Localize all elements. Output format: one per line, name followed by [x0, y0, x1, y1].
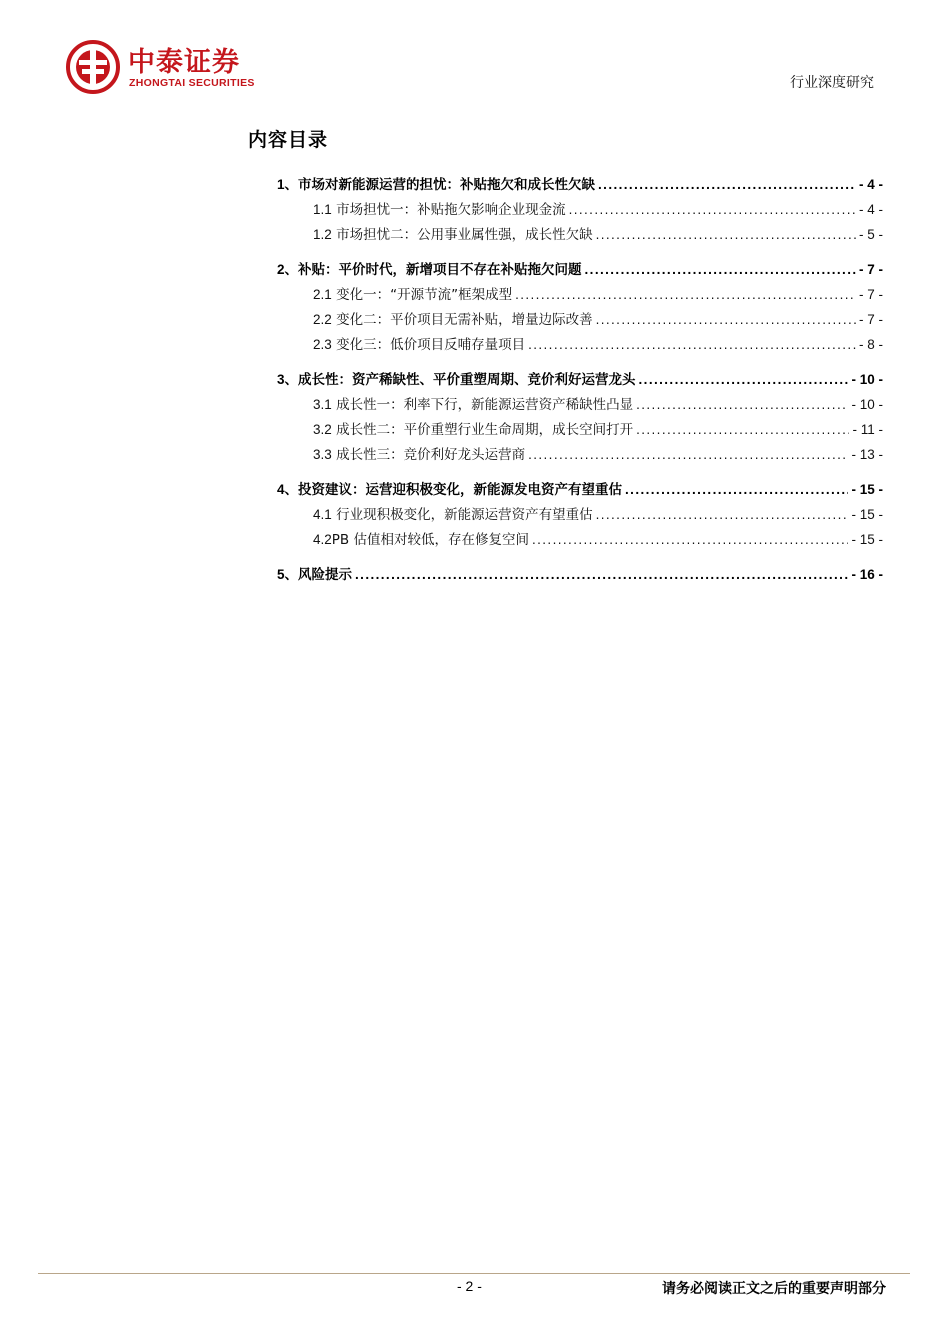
- toc-entry-page: - 7 -: [858, 262, 883, 277]
- toc-dot-leader: [596, 227, 856, 242]
- toc-entry-title: 变化二：平价项目无需补贴，增量边际改善: [336, 312, 593, 328]
- toc-entry-page: - 15 -: [851, 532, 883, 547]
- toc-entry-page: - 15 -: [851, 507, 883, 522]
- toc-entry-page: - 7 -: [858, 312, 883, 327]
- toc-dot-leader: [596, 312, 856, 327]
- toc-entry-page: - 15 -: [851, 482, 883, 497]
- toc-entry-title: 补贴：平价时代，新增项目不存在补贴拖欠问题: [298, 262, 582, 278]
- toc-entry-number: 1.1: [313, 202, 332, 217]
- toc-entry-number: 5、: [277, 567, 299, 582]
- toc-entry-number: 3、: [277, 372, 299, 387]
- toc-entry-3-3[interactable]: [277, 443, 883, 465]
- toc-entry-1[interactable]: [277, 173, 883, 195]
- toc-entry-2-1[interactable]: [277, 283, 883, 305]
- toc-entry-2[interactable]: [277, 258, 883, 280]
- toc-dot-leader: [569, 202, 856, 217]
- toc-entry-2-3[interactable]: [277, 333, 883, 355]
- toc-entry-title: 成长性二：平价重塑行业生命周期，成长空间打开: [336, 422, 634, 438]
- toc-entry-number: 3.3: [313, 447, 332, 462]
- toc-entry-3-2[interactable]: [277, 418, 883, 440]
- toc-entry-title: 投资建议：运营迎积极变化，新能源发电资产有望重估: [298, 482, 623, 498]
- toc-title: 内容目录: [248, 129, 329, 151]
- toc-entry-2-2[interactable]: [277, 308, 883, 330]
- logo-emblem-icon: [66, 40, 120, 94]
- toc-entry-number: 3.1: [313, 397, 332, 412]
- toc-dot-leader: [636, 422, 849, 437]
- logo-chinese-name: 中泰证券: [128, 47, 240, 78]
- toc-entry-number: 3.2: [313, 422, 332, 437]
- toc-entry-page: - 13 -: [851, 447, 883, 462]
- toc-entry-4-1[interactable]: [277, 503, 883, 525]
- toc-entry-title: 成长性三：竞价利好龙头运营商: [336, 447, 526, 463]
- toc-entry-title: PB 估值相对较低，存在修复空间: [331, 532, 529, 548]
- toc-entry-page: - 10 -: [851, 397, 883, 412]
- toc-entry-number: 2、: [277, 262, 299, 277]
- toc-dot-leader: [639, 372, 849, 387]
- toc-dot-leader: [598, 177, 856, 192]
- toc-entry-page: - 4 -: [858, 202, 883, 217]
- toc-entry-title: 变化三：低价项目反哺存量项目: [336, 337, 526, 353]
- toc-entry-number: 4、: [277, 482, 299, 497]
- toc-entry-4-2[interactable]: [277, 528, 883, 550]
- table-of-contents: [277, 173, 883, 585]
- toc-entry-number: 4.1: [313, 507, 332, 522]
- toc-entry-number: 2.3: [313, 337, 332, 352]
- toc-entry-1-1[interactable]: [277, 198, 883, 220]
- toc-entry-title: 成长性：资产稀缺性、平价重塑周期、竞价利好运营龙头: [298, 372, 636, 388]
- toc-entry-number: 2.1: [313, 287, 332, 302]
- toc-entry-title: 成长性一：利率下行，新能源运营资产稀缺性凸显: [336, 397, 634, 413]
- toc-dot-leader: [515, 287, 856, 302]
- toc-entry-title: 市场担忧一：补贴拖欠影响企业现金流: [336, 202, 566, 218]
- toc-entry-4[interactable]: [277, 478, 883, 500]
- toc-entry-title: 市场担忧二：公用事业属性强，成长性欠缺: [336, 227, 593, 243]
- document-type-label: 行业深度研究: [790, 75, 874, 91]
- toc-entry-page: - 16 -: [851, 567, 883, 582]
- toc-entry-1-2[interactable]: [277, 223, 883, 245]
- toc-entry-title: 市场对新能源运营的担忧：补贴拖欠和成长性欠缺: [298, 177, 596, 193]
- toc-entry-number: 1.2: [313, 227, 332, 242]
- toc-entry-page: - 4 -: [858, 177, 883, 192]
- toc-entry-3-1[interactable]: [277, 393, 883, 415]
- toc-entry-page: - 11 -: [852, 422, 883, 437]
- page-number: - 2 -: [457, 1278, 482, 1294]
- toc-dot-leader: [625, 482, 848, 497]
- toc-entry-page: - 10 -: [851, 372, 883, 387]
- toc-entry-title: 行业现积极变化，新能源运营资产有望重估: [336, 507, 593, 523]
- toc-entry-page: - 7 -: [858, 287, 883, 302]
- toc-entry-title: 变化一：“开源节流”框架成型: [336, 287, 513, 303]
- toc-entry-title: 风险提示: [298, 567, 353, 583]
- toc-entry-number: 2.2: [313, 312, 332, 327]
- toc-dot-leader: [528, 447, 848, 462]
- toc-entry-3[interactable]: [277, 368, 883, 390]
- toc-dot-leader: [596, 507, 849, 522]
- toc-dot-leader: [355, 567, 848, 582]
- company-logo: [66, 38, 296, 96]
- toc-entry-page: - 8 -: [858, 337, 883, 352]
- footer-divider: [38, 1273, 910, 1274]
- toc-dot-leader: [585, 262, 856, 277]
- disclaimer-notice: 请务必阅读正文之后的重要声明部分: [662, 1281, 886, 1297]
- toc-entry-page: - 5 -: [858, 227, 883, 242]
- toc-dot-leader: [636, 397, 848, 412]
- toc-entry-number: 1、: [277, 177, 299, 192]
- toc-entry-number: 4.2: [313, 532, 332, 547]
- logo-english-name: ZHONGTAI SECURITIES: [129, 77, 255, 89]
- toc-entry-5[interactable]: [277, 563, 883, 585]
- toc-dot-leader: [528, 337, 856, 352]
- toc-dot-leader: [532, 532, 849, 547]
